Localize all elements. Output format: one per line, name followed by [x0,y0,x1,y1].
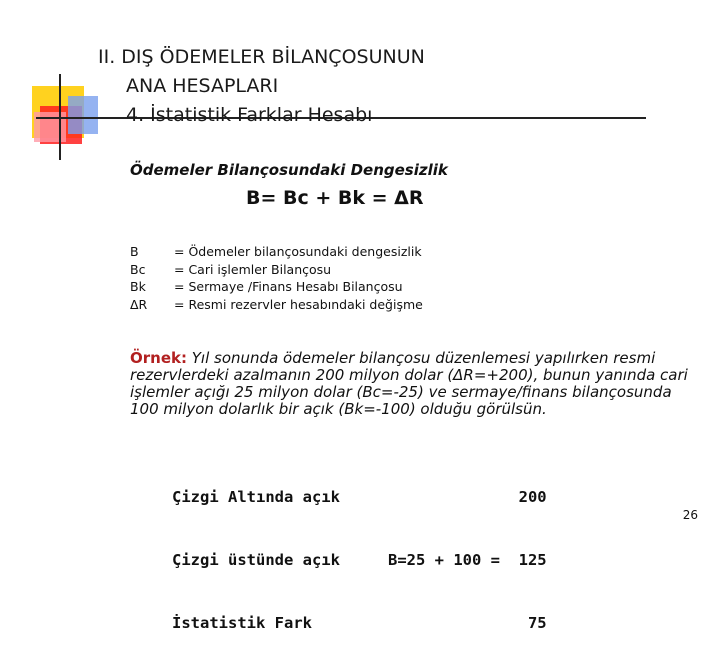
title-line-3: 4. İstatistik Farklar Hesabı [126,104,373,126]
calc-label-above-line: Çizgi üstünde açık [172,551,340,569]
definition-text: = Resmi rezervler hesabındaki değişme [174,296,423,312]
definition-row [130,296,423,314]
section-subtitle: Ödemeler Bilançosundaki Dengesizlik [130,161,448,179]
example-label: Örnek: [130,349,187,367]
decor-blue-square [68,96,98,134]
calculation-labels [172,445,340,655]
definition-symbol: ΔR [130,296,148,312]
title-line-1: II. DIŞ ÖDEMELER BİLANÇOSUNUN [98,46,425,68]
calc-value-statistical-diff: 75 [527,614,547,632]
definition-text: = Ödemeler bilançosundaki dengesizlik [174,244,422,259]
calc-label-statistical-diff: İstatistik Fark [172,614,312,632]
page-number: 26 [682,508,698,522]
calculation-values [388,445,547,655]
example-text: Yıl sonunda ödemeler bilançosu düzenlemesi yapılırken resmi rezervlerdeki azalmanın 200 milyon dolar (ΔR=+200), bunun yanında cari işlemler açığı 25 milyon dolar (Bc=-25) ve sermaye/finans bilançosunda 100 milyon dolarlık bir açık (Bk=-100) olduğu görülsün. [130,349,688,418]
definition-text: = Cari işlemler Bilançosu [174,261,332,277]
example-paragraph [130,350,690,418]
definition-symbol: Bk [130,279,146,294]
title-line-2: ANA HESAPLARI [126,75,279,97]
definition-row [130,278,423,296]
definition-row [130,243,423,261]
calc-value-below-line: 200 [518,488,547,506]
definition-symbol: Bc [130,261,146,277]
definition-text: = Sermaye /Finans Hesabı Bilançosu [174,279,403,294]
definition-row [130,261,423,279]
calc-value-above-line: B=25 + 100 = 125 [388,551,547,569]
definitions-list [130,243,423,313]
main-formula: B= Bc + Bk = ΔR [246,187,424,209]
definition-symbol: B [130,244,139,259]
calc-label-below-line: Çizgi Altında açık [172,488,340,506]
